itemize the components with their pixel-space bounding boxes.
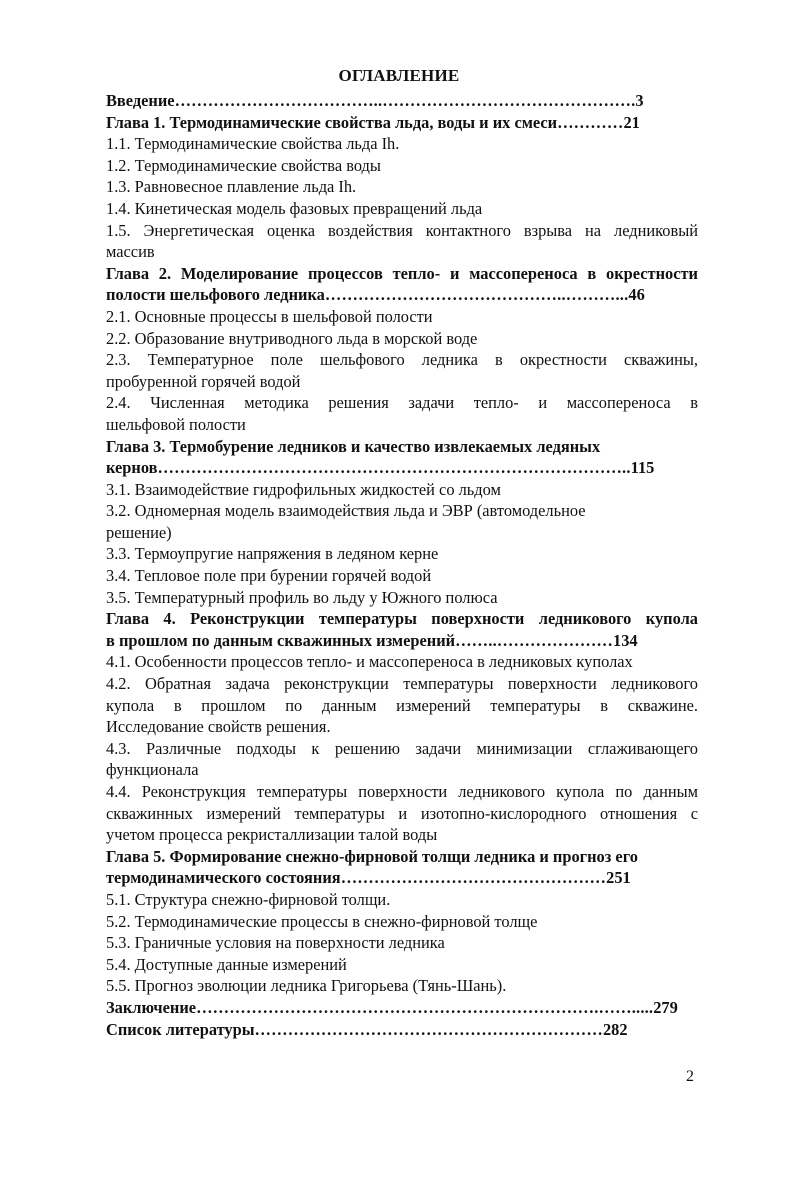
- toc-entry: [106, 997, 698, 1019]
- toc-section-item: 3.3. Термоупругие напряжения в ледяном керне: [106, 544, 439, 564]
- toc-section-item: 3.5. Температурный профиль во льду у Южного полюса: [106, 587, 498, 607]
- toc-page-number: 3: [635, 91, 644, 110]
- toc-entry: [106, 867, 698, 889]
- toc-leader-dots: …………………………………………………………………………..: [157, 458, 631, 478]
- toc-section-item: 3.2. Одномерная модель взаимодействия льда и ЭВР (автомодельное: [106, 501, 586, 521]
- toc-entry-label: термодинамического состояния: [106, 868, 341, 888]
- toc-section-item: учетом процесса рекристаллизации талой воды: [106, 825, 438, 845]
- toc-section-item: 3.1. Взаимодействие гидрофильных жидкостей со льдом: [106, 479, 501, 499]
- toc-entry: [106, 1019, 698, 1041]
- toc-leader-dots: ……………………………………..………...: [324, 285, 629, 305]
- toc-section-item: шельфовой полости: [106, 414, 246, 434]
- page-number: 2: [686, 1068, 694, 1085]
- table-of-contents: [106, 90, 698, 1040]
- toc-section-item: 5.3. Граничные условия на поверхности ледника: [106, 933, 445, 953]
- toc-chapter-heading: Глава 2. Моделирование процессов тепло- и массопереноса в окрестности: [106, 263, 698, 283]
- toc-entry: [106, 630, 698, 652]
- toc-section-item: скважинных измерений температуры и изотопно-кислородного отношения с: [106, 803, 698, 823]
- toc-section-item: 4.1. Особенности процессов тепло- и массопереноса в ледниковых куполах: [106, 652, 633, 672]
- toc-leader-dots: …………………………………………: [340, 868, 607, 888]
- toc-entry-label: кернов: [106, 458, 158, 478]
- toc-section-item: 2.2. Образование внутриводного льда в морской воде: [106, 328, 478, 348]
- toc-section-item: 2.1. Основные процессы в шельфовой полости: [106, 306, 433, 326]
- toc-section-item: 2.3. Температурное поле шельфового ледника в окрестности скважины,: [106, 350, 698, 370]
- toc-section-item: 1.5. Энергетическая оценка воздействия контактного взрыва на ледниковый: [106, 220, 698, 240]
- toc-section-item: функционала: [106, 760, 199, 780]
- toc-entry-label: в прошлом по данным скважинных измерений: [106, 630, 456, 650]
- toc-entry-label: Заключение: [106, 997, 197, 1017]
- toc-section-item: 4.2. Обратная задача реконструкции температуры поверхности ледникового: [106, 674, 698, 694]
- toc-section-item: 5.2. Термодинамические процессы в снежно-фирновой толще: [106, 911, 538, 931]
- toc-page-number: 134: [613, 630, 638, 650]
- toc-section-item: 3.4. Тепловое поле при бурении горячей водой: [106, 566, 432, 586]
- toc-section-item: пробуренной горячей водой: [106, 371, 301, 391]
- toc-section-item: 1.2. Термодинамические свойства воды: [106, 155, 381, 175]
- toc-chapter-heading: Глава 5. Формирование снежно-фирновой толщи ледника и прогноз его: [106, 846, 638, 866]
- toc-section-item: 4.4. Реконструкция температуры поверхности ледникового купола по данным: [106, 782, 698, 801]
- toc-section-item: 5.5. Прогноз эволюции ледника Григорьева (Тянь-Шань).: [106, 976, 507, 996]
- toc-title: ОГЛАВЛЕНИЕ: [338, 66, 460, 85]
- toc-leader-dots: ………………………………..……………………………………….: [174, 91, 636, 110]
- toc-entry-label: полости шельфового ледника: [106, 285, 325, 305]
- toc-section-item: купола в прошлом по данным измерений температуры в скважине.: [106, 695, 698, 715]
- toc-entry: [106, 457, 698, 479]
- toc-page-number: 282: [602, 1019, 628, 1039]
- toc-chapter-heading: Глава 3. Термобурение ледников и качество извлекаемых ледяных: [106, 436, 601, 456]
- toc-entry: [106, 90, 698, 112]
- toc-entry-label: Список литературы: [106, 1019, 255, 1039]
- toc-section-item: 1.4. Кинетическая модель фазовых превращений льда: [106, 198, 483, 218]
- toc-entry: [106, 112, 698, 134]
- toc-entry-label: Введение: [106, 91, 175, 110]
- toc-page-number: 251: [606, 868, 631, 888]
- toc-section-item: 5.4. Доступные данные измерений: [106, 954, 347, 974]
- toc-section-item: массив: [106, 242, 155, 262]
- toc-leader-dots: ……..…………………: [455, 630, 614, 650]
- toc-leader-dots: ……………………………………………………………….…….....: [196, 997, 654, 1017]
- toc-page-number: 21: [623, 112, 640, 132]
- toc-leader-dots: …………: [557, 112, 624, 132]
- toc-page-number: 46: [628, 285, 645, 305]
- toc-section-item: 2.4. Численная методика решения задачи тепло- и массопереноса в: [106, 393, 698, 413]
- toc-section-item: 1.1. Термодинамические свойства льда Ih.: [106, 134, 400, 154]
- toc-entry: [106, 284, 698, 306]
- toc-page-number: 279: [653, 997, 678, 1017]
- toc-entry-label: Глава 1. Термодинамические свойства льда, воды и их смеси: [106, 112, 558, 132]
- toc-section-item: 5.1. Структура снежно-фирновой толщи.: [106, 889, 391, 909]
- toc-section-item: решение): [106, 522, 172, 542]
- toc-section-item: 1.3. Равновесное плавление льда Ih.: [106, 177, 357, 197]
- toc-section-item: 4.3. Различные подходы к решению задачи минимизации сглаживающего: [106, 738, 698, 758]
- toc-section-item: Исследование свойств решения.: [106, 717, 331, 737]
- toc-chapter-heading: Глава 4. Реконструкции температуры поверхности ледникового купола: [106, 609, 698, 629]
- toc-page-number: 115: [630, 458, 655, 478]
- toc-leader-dots: ………………………………………………………: [254, 1019, 603, 1039]
